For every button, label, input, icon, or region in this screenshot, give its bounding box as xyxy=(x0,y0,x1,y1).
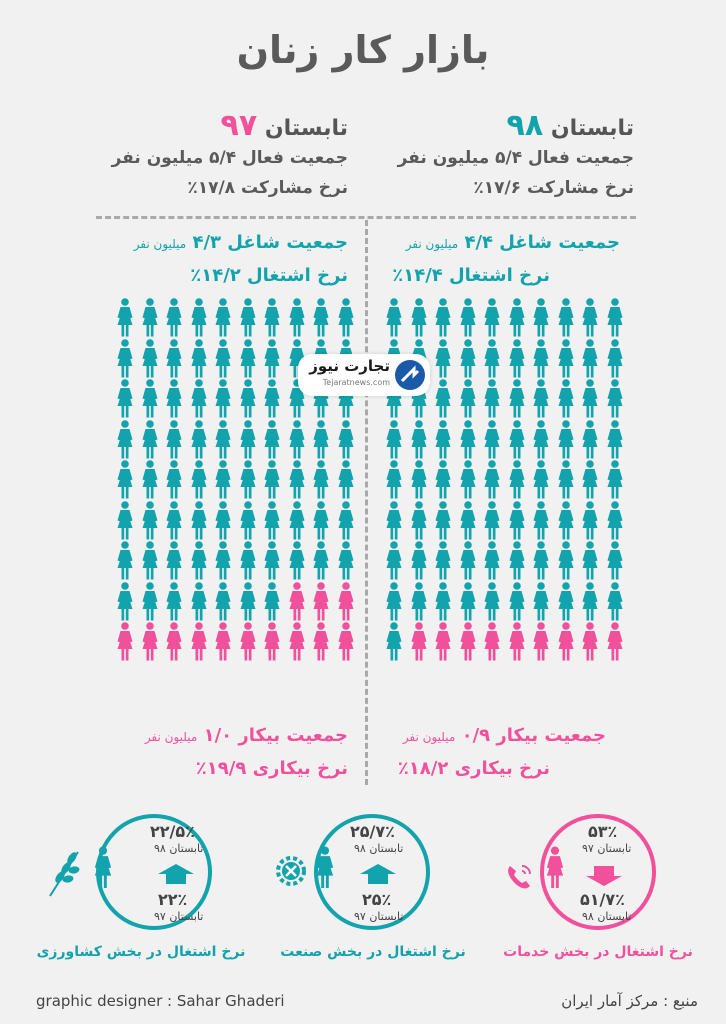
employed-person-icon xyxy=(456,420,480,460)
divider-horizontal xyxy=(96,216,636,219)
unemployed-97: جمعیت بیکار ۱/۰ میلیون نفر xyxy=(144,725,348,746)
employed-person-icon xyxy=(603,541,627,581)
employed-person-icon xyxy=(382,501,406,541)
agri-top-value: ۲۲/۵٪ xyxy=(150,822,195,841)
employed-person-icon xyxy=(529,420,553,460)
employed-person-icon xyxy=(505,298,529,338)
employed-person-icon xyxy=(554,541,578,581)
employed-person-icon xyxy=(382,541,406,581)
employed-person-icon xyxy=(554,501,578,541)
employed-person-icon xyxy=(456,339,480,379)
employed-person-icon xyxy=(578,460,602,500)
employed-person-icon xyxy=(236,298,260,338)
employed-person-icon xyxy=(138,501,162,541)
year-value: ۹۸ xyxy=(506,108,544,143)
employed-person-icon xyxy=(480,582,504,622)
employed-person-icon xyxy=(113,339,137,379)
employed-person-icon xyxy=(334,460,358,500)
employed-person-icon xyxy=(260,541,284,581)
employed-person-icon xyxy=(480,460,504,500)
unemployed-person-icon xyxy=(456,622,480,662)
unemployed-person-icon xyxy=(285,622,309,662)
employed-person-icon xyxy=(334,541,358,581)
sector-industry xyxy=(280,814,494,974)
employed-person-icon xyxy=(456,501,480,541)
employed-person-icon xyxy=(431,420,455,460)
participation-97: نرخ مشارکت ۱۷/۸٪ xyxy=(187,178,348,198)
employed-person-icon xyxy=(236,379,260,419)
active-pop-97: جمعیت فعال ۵/۴ میلیون نفر xyxy=(111,148,348,168)
unemployed-person-icon xyxy=(309,582,333,622)
unemployed-person-icon xyxy=(236,622,260,662)
employed-person-icon xyxy=(407,541,431,581)
employed-person-icon xyxy=(260,379,284,419)
services-caption: نرخ اشتغال در بخش خدمات xyxy=(503,944,693,960)
unemployed-person-icon xyxy=(162,622,186,662)
employed-person-icon xyxy=(113,379,137,419)
designer-credit: graphic designer : Sahar Ghaderi xyxy=(36,992,285,1010)
watermark-logo xyxy=(298,354,430,396)
unemployed-person-icon xyxy=(407,622,431,662)
employed-person-icon xyxy=(505,339,529,379)
employed-person-icon xyxy=(113,541,137,581)
unemployed-person-icon xyxy=(211,622,235,662)
pictogram-98 xyxy=(382,298,627,663)
employed-person-icon xyxy=(138,339,162,379)
employed-person-icon xyxy=(138,541,162,581)
page-title: بازار کار زنان xyxy=(236,28,490,72)
employed-person-icon xyxy=(162,541,186,581)
employed-person-icon xyxy=(382,298,406,338)
unemployment-rate-98: نرخ بیکاری ۱۸/۲٪ xyxy=(397,758,550,779)
employed-person-icon xyxy=(162,379,186,419)
season-label: تابستان xyxy=(550,116,634,141)
employed-person-icon xyxy=(211,339,235,379)
employed-person-icon xyxy=(431,339,455,379)
employed-person-icon xyxy=(529,541,553,581)
employed-person-icon xyxy=(162,420,186,460)
employed-person-icon xyxy=(505,379,529,419)
employed-person-icon xyxy=(187,339,211,379)
unemployed-person-icon xyxy=(505,622,529,662)
employed-person-icon xyxy=(529,460,553,500)
employed-person-icon xyxy=(382,582,406,622)
employed-person-icon xyxy=(260,298,284,338)
woman-icon xyxy=(542,838,568,898)
employed-person-icon xyxy=(554,339,578,379)
employed-person-icon xyxy=(309,298,333,338)
employed-person-icon xyxy=(431,379,455,419)
employed-person-icon xyxy=(236,460,260,500)
unemployed-person-icon xyxy=(113,622,137,662)
employment-rate-97: نرخ اشتغال ۱۴/۲٪ xyxy=(190,265,348,286)
employed-person-icon xyxy=(162,582,186,622)
employed-person-icon xyxy=(309,460,333,500)
unemployed-person-icon xyxy=(309,622,333,662)
unemployed-person-icon xyxy=(285,582,309,622)
year-value: ۹۷ xyxy=(220,108,258,143)
employed-person-icon xyxy=(187,298,211,338)
season-label: تابستان xyxy=(264,116,348,141)
employed-person-icon xyxy=(603,298,627,338)
unemployment-rate-97: نرخ بیکاری ۱۹/۹٪ xyxy=(195,758,348,779)
employed-person-icon xyxy=(431,541,455,581)
pictogram-97 xyxy=(113,298,358,663)
employed-person-icon xyxy=(529,582,553,622)
agri-caption: نرخ اشتغال در بخش کشاورزی xyxy=(36,944,246,960)
employed-person-icon xyxy=(236,420,260,460)
services-bottom-value: ۵۱/۷٪ xyxy=(580,890,625,909)
employed-person-icon xyxy=(211,420,235,460)
employed-person-icon xyxy=(187,501,211,541)
employed-person-icon xyxy=(407,460,431,500)
employed-person-icon xyxy=(260,339,284,379)
divider-vertical xyxy=(365,220,368,785)
employed-person-icon xyxy=(162,298,186,338)
source-credit: منبع : مرکز آمار ایران xyxy=(561,992,698,1010)
employed-person-icon xyxy=(456,582,480,622)
employed-person-icon xyxy=(260,501,284,541)
employed-person-icon xyxy=(309,541,333,581)
employed-person-icon xyxy=(603,460,627,500)
employed-person-icon xyxy=(162,501,186,541)
unemployed-person-icon xyxy=(334,622,358,662)
employed-person-icon xyxy=(505,420,529,460)
participation-98: نرخ مشارکت ۱۷/۶٪ xyxy=(473,178,634,198)
employed-person-icon xyxy=(138,582,162,622)
employed-person-icon xyxy=(431,501,455,541)
header-97 xyxy=(221,108,348,143)
sector-agriculture xyxy=(36,814,260,974)
unemployed-person-icon xyxy=(431,622,455,662)
employed-person-icon xyxy=(309,420,333,460)
employed-person-icon xyxy=(211,582,235,622)
employed-person-icon xyxy=(456,298,480,338)
unemployed-person-icon xyxy=(554,622,578,662)
employed-person-icon xyxy=(211,379,235,419)
employed-person-icon xyxy=(554,379,578,419)
employed-person-icon xyxy=(113,460,137,500)
employed-person-icon xyxy=(382,622,406,662)
employment-rate-98: نرخ اشتغال ۱۴/۴٪ xyxy=(392,265,550,286)
employed-person-icon xyxy=(456,541,480,581)
employed-person-icon xyxy=(407,582,431,622)
employed-person-icon xyxy=(260,460,284,500)
phone-icon xyxy=(504,862,534,892)
employed-person-icon xyxy=(138,298,162,338)
employed-person-icon xyxy=(554,420,578,460)
header-98 xyxy=(507,108,634,143)
employed-person-icon xyxy=(187,420,211,460)
wheat-icon xyxy=(44,846,84,898)
services-bottom-label: تابستان ۹۸ xyxy=(582,910,632,923)
arrow-up-icon xyxy=(360,864,396,884)
employed-person-icon xyxy=(236,339,260,379)
employed-person-icon xyxy=(603,501,627,541)
employed-person-icon xyxy=(578,339,602,379)
employed-person-icon xyxy=(505,501,529,541)
employed-person-icon xyxy=(211,460,235,500)
employed-person-icon xyxy=(211,501,235,541)
employed-person-icon xyxy=(554,582,578,622)
logo-url: Tejaratnews.com xyxy=(322,378,390,387)
employed-person-icon xyxy=(162,460,186,500)
services-top-value: ۵۳٪ xyxy=(588,822,618,841)
employed-person-icon xyxy=(187,460,211,500)
employed-98: جمعیت شاغل ۴/۴ میلیون نفر xyxy=(405,232,620,253)
employed-person-icon xyxy=(382,460,406,500)
employed-person-icon xyxy=(505,460,529,500)
employed-person-icon xyxy=(236,501,260,541)
employed-person-icon xyxy=(529,298,553,338)
employed-person-icon xyxy=(236,582,260,622)
unemployed-98: جمعیت بیکار ۰/۹ میلیون نفر xyxy=(402,725,606,746)
employed-person-icon xyxy=(382,420,406,460)
employed-person-icon xyxy=(529,339,553,379)
employed-person-icon xyxy=(138,420,162,460)
employed-person-icon xyxy=(480,541,504,581)
industry-caption: نرخ اشتغال در بخش صنعت xyxy=(280,944,466,960)
employed-person-icon xyxy=(162,339,186,379)
employed-person-icon xyxy=(260,420,284,460)
employed-person-icon xyxy=(187,541,211,581)
unemployed-person-icon xyxy=(138,622,162,662)
employed-person-icon xyxy=(187,582,211,622)
employed-person-icon xyxy=(505,582,529,622)
arrow-down-icon xyxy=(586,866,622,886)
employed-person-icon xyxy=(407,298,431,338)
employed-person-icon xyxy=(334,420,358,460)
unemployed-person-icon xyxy=(578,622,602,662)
employed-person-icon xyxy=(480,420,504,460)
employed-person-icon xyxy=(334,298,358,338)
employed-person-icon xyxy=(260,582,284,622)
employed-person-icon xyxy=(285,420,309,460)
employed-person-icon xyxy=(407,501,431,541)
employed-person-icon xyxy=(480,379,504,419)
employed-person-icon xyxy=(334,501,358,541)
employed-person-icon xyxy=(578,420,602,460)
employed-97: جمعیت شاغل ۴/۳ میلیون نفر xyxy=(133,232,348,253)
industry-bottom-value: ۲۵٪ xyxy=(362,890,392,909)
employed-person-icon xyxy=(431,298,455,338)
unemployed-person-icon xyxy=(529,622,553,662)
industry-top-label: تابستان ۹۸ xyxy=(354,842,404,855)
employed-person-icon xyxy=(285,298,309,338)
employed-person-icon xyxy=(236,541,260,581)
employed-person-icon xyxy=(187,379,211,419)
industry-top-value: ۲۵/۷٪ xyxy=(350,822,395,841)
logo-brand: تجارت نیوز xyxy=(309,357,390,375)
services-top-label: تابستان ۹۷ xyxy=(582,842,632,855)
employed-person-icon xyxy=(113,582,137,622)
employed-person-icon xyxy=(456,460,480,500)
woman-icon xyxy=(312,838,338,898)
unemployed-person-icon xyxy=(187,622,211,662)
industry-bottom-label: تابستان ۹۷ xyxy=(354,910,404,923)
employed-person-icon xyxy=(578,379,602,419)
employed-person-icon xyxy=(480,501,504,541)
unemployed-person-icon xyxy=(334,582,358,622)
employed-person-icon xyxy=(211,541,235,581)
employed-person-icon xyxy=(431,582,455,622)
employed-person-icon xyxy=(480,298,504,338)
employed-person-icon xyxy=(578,541,602,581)
employed-person-icon xyxy=(529,501,553,541)
logo-icon xyxy=(394,359,426,391)
employed-person-icon xyxy=(505,541,529,581)
employed-person-icon xyxy=(578,582,602,622)
employed-person-icon xyxy=(554,298,578,338)
unemployed-person-icon xyxy=(260,622,284,662)
agri-top-label: تابستان ۹۸ xyxy=(154,842,204,855)
employed-person-icon xyxy=(138,460,162,500)
employed-person-icon xyxy=(431,460,455,500)
employed-person-icon xyxy=(456,379,480,419)
employed-person-icon xyxy=(578,298,602,338)
employed-person-icon xyxy=(603,339,627,379)
employed-person-icon xyxy=(603,420,627,460)
employed-person-icon xyxy=(603,379,627,419)
employed-person-icon xyxy=(480,339,504,379)
employed-person-icon xyxy=(113,420,137,460)
employed-person-icon xyxy=(285,541,309,581)
employed-person-icon xyxy=(285,460,309,500)
unemployed-person-icon xyxy=(480,622,504,662)
employed-person-icon xyxy=(309,501,333,541)
employed-person-icon xyxy=(285,501,309,541)
active-pop-98: جمعیت فعال ۵/۴ میلیون نفر xyxy=(397,148,634,168)
employed-person-icon xyxy=(113,298,137,338)
arrow-up-icon xyxy=(158,864,194,884)
employed-person-icon xyxy=(554,460,578,500)
employed-person-icon xyxy=(211,298,235,338)
employed-person-icon xyxy=(578,501,602,541)
unemployed-person-icon xyxy=(603,622,627,662)
agri-bottom-label: تابستان ۹۷ xyxy=(154,910,204,923)
employed-person-icon xyxy=(113,501,137,541)
woman-icon xyxy=(90,838,116,898)
employed-person-icon xyxy=(603,582,627,622)
employed-person-icon xyxy=(407,420,431,460)
employed-person-icon xyxy=(138,379,162,419)
employed-person-icon xyxy=(529,379,553,419)
agri-bottom-value: ۲۲٪ xyxy=(158,890,188,909)
sector-services xyxy=(503,814,720,974)
gear-tools-icon xyxy=(274,854,308,888)
